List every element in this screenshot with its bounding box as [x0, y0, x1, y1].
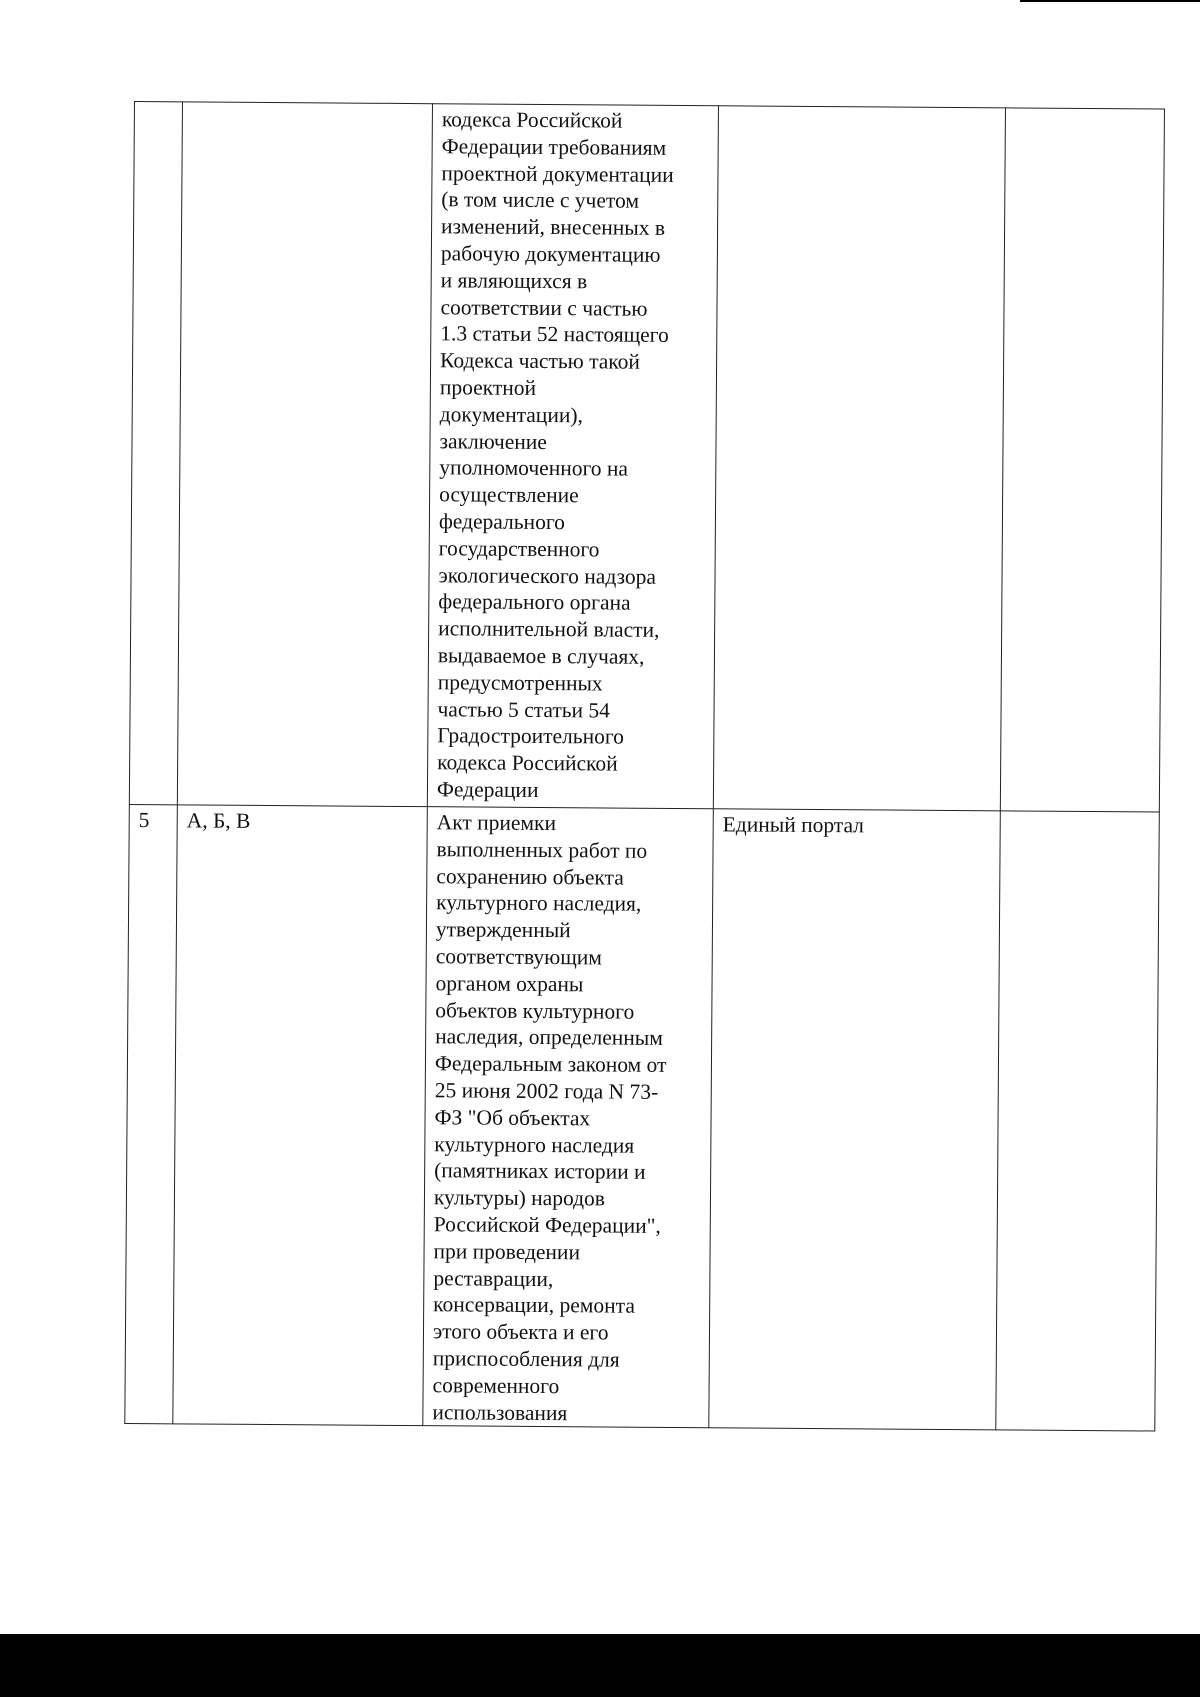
table-row [129, 102, 1164, 813]
document-cell: Акт приемки выполненных работ по сохранению объекта культурного наследия, утвержденный соответствующим органом охраны объектов культурного наследия, определенным Федеральным законом от 25 июня 2002 года N 73- ФЗ "Об объектах культурного наследия (памятниках истории и культуры) народов Российской Федерации", при проведении реставрации, консервации, ремонта этого объекта и его приспособления для современного использования [423, 807, 714, 1428]
row-number-cell [129, 102, 182, 805]
note-cell [1000, 108, 1164, 812]
source-cell: Единый портал [709, 809, 1001, 1430]
note-cell [996, 811, 1160, 1431]
categories-cell: А, Б, В [173, 805, 428, 1426]
scan-bottom-border [0, 1634, 1200, 1697]
document-cell: кодекса Российской Федерации требованиям проектной документации (в том числе с учетом изменений, внесенных в рабочую документацию и являющихся в соответствии с частью 1.3 статьи 52 настоящего Кодекса частью такой проектной документации), заключение уполномоченного на осуществление федерального государственного экологического надзора федерального органа исполнительной власти, выдаваемое в случаях, предусмотренных частью 5 статьи 54 Градостроительного кодекса Российской Федерации [427, 104, 718, 809]
documents-table [124, 101, 1165, 1432]
source-cell [713, 106, 1005, 811]
table-row [125, 804, 1160, 1431]
categories-cell [177, 102, 432, 807]
row-number-cell: 5 [125, 804, 178, 1424]
scan-edge-line [1020, 0, 1200, 2]
